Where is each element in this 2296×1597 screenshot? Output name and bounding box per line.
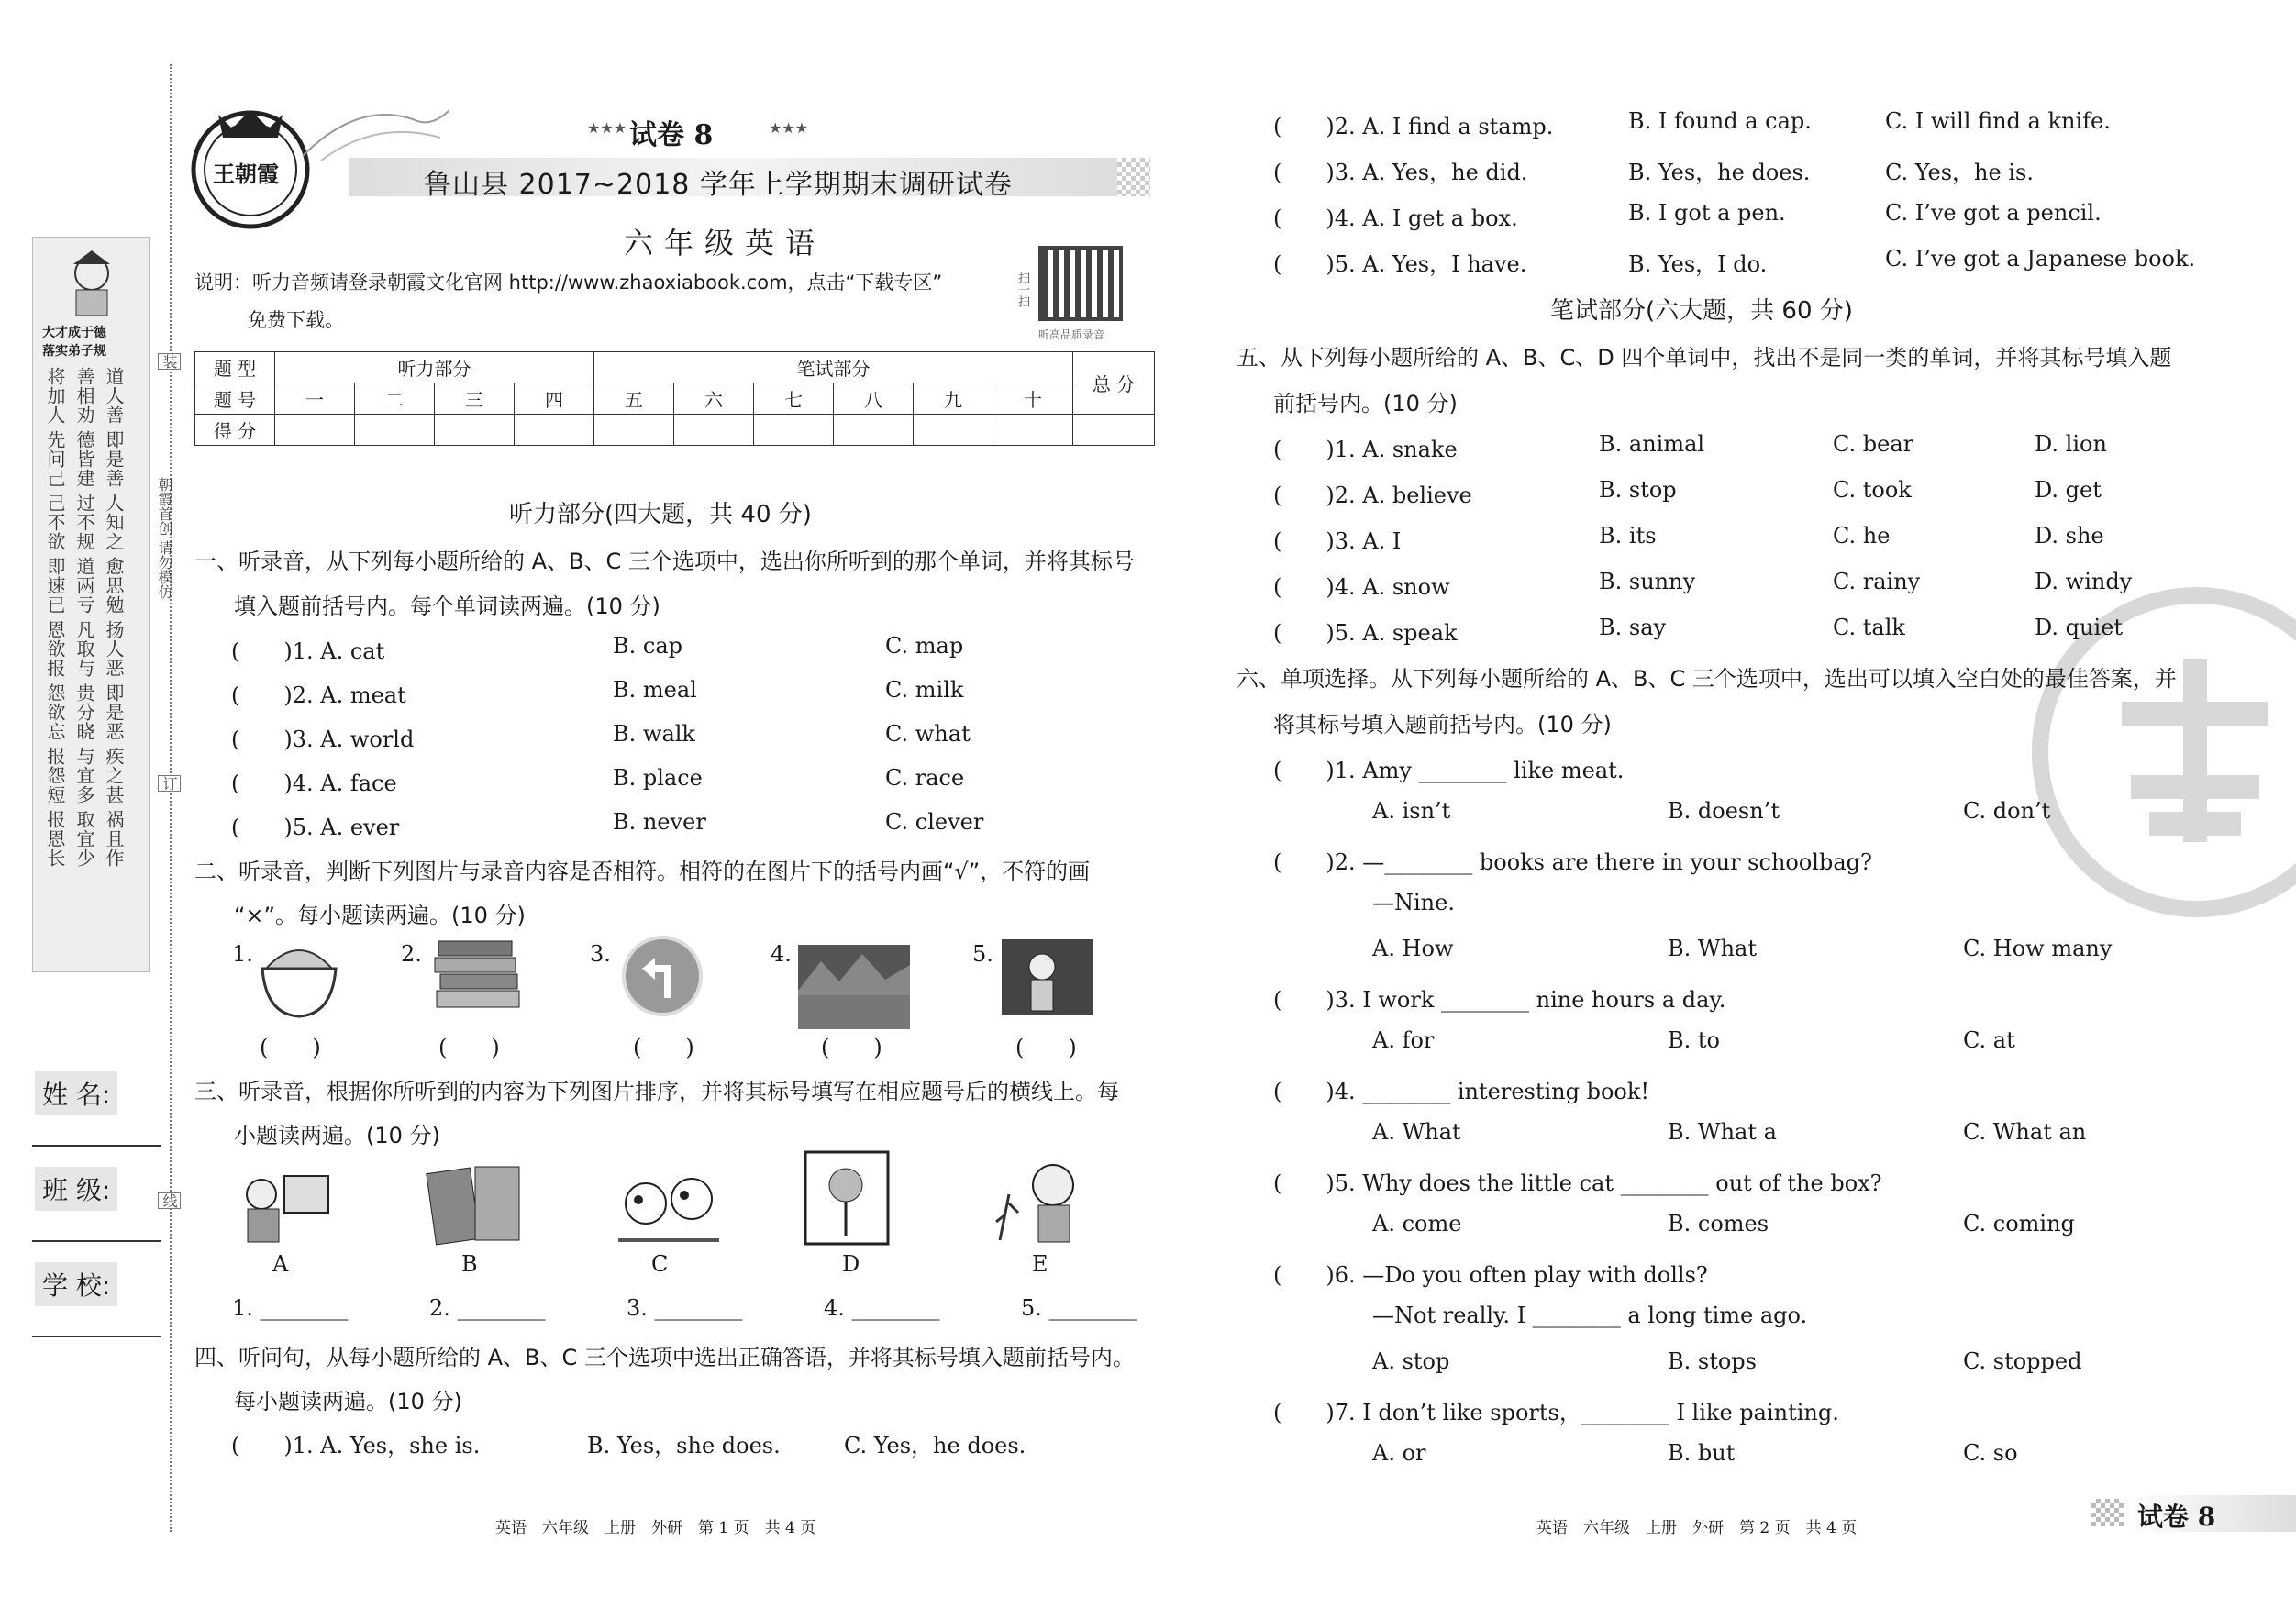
q6-item-1: ( )1. Amy ________ like meat. (1273, 758, 1625, 783)
q6-item-5: ( )5. Why does the little cat ________ out of the box? (1273, 1170, 1882, 1196)
table-cell: 七 (754, 383, 834, 415)
q4-option-b: B. Yes，he does. (1628, 160, 1811, 185)
q3-title-2: 小题读两遍。(10 分) (234, 1123, 440, 1148)
q6-option-a: A. What (1372, 1119, 1461, 1145)
q6-option-c: C. at (1963, 1027, 2015, 1053)
binding-mark-ding: 订 (158, 775, 181, 792)
q4-option-b: B. Yes，I do. (1628, 251, 1768, 277)
two-books-icon (422, 1158, 532, 1249)
score-input[interactable] (834, 415, 914, 446)
q6-option-c: C. don’t (1963, 798, 2051, 824)
q3-letter: E (1032, 1251, 1048, 1277)
binding-line (170, 64, 172, 1532)
checker-decoration (1117, 158, 1150, 196)
motto-col: 取宜少 (73, 810, 95, 868)
q4-title-2: 每小题读两遍。(10 分) (234, 1389, 462, 1414)
q5-option-d: D. she (2035, 523, 2104, 549)
listening-heading: 听力部分(四大题，共 40 分) (509, 501, 812, 528)
motto-title-2: 落实弟子规 (42, 344, 106, 359)
motto-col: 善相劝 (73, 367, 95, 425)
q6-option-b: B. comes (1668, 1211, 1769, 1237)
q2-title-2: “×”。每小题读两遍。(10 分) (234, 903, 526, 928)
q6-title: 六、单项选择。从下列每小题所给的 A、B、C 三个选项中，选出可以填入空白处的最佳答案，并 (1237, 666, 2177, 692)
q5-item-5: ( )5. A. speak (1273, 620, 1458, 646)
qr-code-icon[interactable] (1038, 246, 1123, 321)
q6-option-b: B. but (1668, 1440, 1736, 1466)
q6-option-c: C. coming (1963, 1211, 2075, 1237)
mountain-lake-photo (798, 945, 910, 1029)
q5-option-c: C. took (1833, 477, 1912, 503)
table-cell: 三 (435, 383, 515, 415)
q2-answer-bracket[interactable]: ( ) (438, 1035, 500, 1060)
q3-letter: C (651, 1251, 669, 1277)
q3-letter: B (461, 1251, 478, 1277)
motto-col: 与宜多 (73, 747, 95, 804)
pandas-icon (609, 1158, 727, 1249)
q2-number: 5. (972, 941, 993, 967)
qr-side-label: 扫一扫 (1015, 272, 1029, 307)
q1-option-b: B. cap (613, 633, 683, 659)
name-field[interactable] (32, 1145, 161, 1147)
q6-option-b: B. What a (1668, 1119, 1777, 1145)
motto-col: 道人善 (103, 367, 125, 425)
q1-title-2: 填入题前括号内。每个单词读两遍。(10 分) (234, 593, 660, 619)
q5-option-c: C. rainy (1833, 569, 1921, 594)
q6-item-6-reply: —Not really. I ________ a long time ago. (1372, 1303, 1808, 1328)
motto-col: 愈思勉 (103, 557, 125, 615)
score-input[interactable] (914, 415, 993, 446)
q6-title-2: 将其标号填入题前括号内。(10 分) (1273, 712, 1612, 738)
table-cell: 六 (674, 383, 754, 415)
q5-option-d: D. quiet (2035, 615, 2123, 640)
class-field[interactable] (32, 1240, 161, 1242)
table-cell: 笔试部分 (594, 352, 1073, 383)
motto-col: 报恩长 (44, 810, 66, 868)
footer-page-2: 英语 六年级 上册 外研 第 2 页 共 4 页 (1536, 1519, 1858, 1537)
q6-option-a: A. or (1372, 1440, 1426, 1466)
subject-title: 六年级英语 (624, 226, 826, 261)
motto-columns (44, 367, 136, 868)
instructions-note: 说明：听力音频请登录朝霞文化官网 http://www.zhaoxiabook.com，点击“下载专区” (194, 272, 943, 294)
q2-answer-bracket[interactable]: ( ) (260, 1035, 321, 1060)
books-stack-icon (429, 934, 530, 1018)
q5-item-2: ( )2. A. believe (1273, 482, 1472, 508)
q1-option-c: C. clever (885, 809, 984, 835)
table-cell: 八 (834, 383, 914, 415)
score-input[interactable] (435, 415, 515, 446)
q5-option-b: B. stop (1599, 477, 1677, 503)
q5-option-b: B. sunny (1599, 569, 1696, 594)
motto-col: 怨欲忘 (44, 683, 66, 741)
score-input[interactable] (355, 415, 435, 446)
q3-blank[interactable]: 1. ________ (232, 1295, 349, 1321)
class-label: 班 级: (35, 1167, 117, 1211)
q2-number: 3. (590, 941, 611, 967)
q1-option-c: C. milk (885, 677, 964, 703)
motto-col: 即是恶 (103, 683, 125, 741)
school-label: 学 校: (35, 1262, 117, 1306)
score-table (194, 351, 1155, 446)
star-decoration-right: ★★★ (769, 119, 809, 137)
motto-col: 恩欲报 (44, 620, 66, 678)
q5-option-b: B. its (1599, 523, 1657, 549)
footer-exam-badge: 试卷 8 (2137, 1502, 2216, 1532)
table-cell: 题 型 (195, 352, 275, 383)
q1-title: 一、听录音，从下列每小题所给的 A、B、C 三个选项中，选出你所听到的那个单词，并将其标号 (194, 549, 1135, 574)
binding-mark-xian: 线 (158, 1192, 181, 1209)
q6-item-6: ( )6. —Do you often play with dolls? (1273, 1262, 1708, 1288)
q6-option-c: C. so (1963, 1440, 2018, 1466)
score-input[interactable] (754, 415, 834, 446)
score-input[interactable] (594, 415, 674, 446)
motto-col: 扬人恶 (103, 620, 125, 678)
q2-number: 1. (232, 941, 253, 967)
q6-option-a: A. come (1372, 1211, 1462, 1237)
motto-col: 贵分晓 (73, 683, 95, 741)
motto-col: 即速已 (44, 557, 66, 615)
q5-item-3: ( )3. A. I (1273, 528, 1402, 554)
motto-col: 将加人 (44, 367, 66, 425)
rice-bowl-icon (255, 932, 343, 1020)
ribbon-decoration-icon (303, 101, 449, 165)
q5-option-d: D. lion (2035, 431, 2107, 457)
q5-option-b: B. animal (1599, 431, 1705, 457)
motto-title-1: 大才成于德 (42, 326, 106, 340)
q1-option-b: B. place (613, 765, 703, 791)
q5-item-1: ( )1. A. snake (1273, 437, 1458, 462)
instructions-note-2: 免费下载。 (248, 309, 344, 331)
score-input[interactable] (993, 415, 1073, 446)
flower-picture-icon (802, 1148, 893, 1249)
q6-option-b: B. What (1668, 936, 1757, 961)
q6-item-2-reply: —Nine. (1372, 890, 1455, 915)
motto-col: 疾之甚 (103, 747, 125, 804)
q5-option-c: C. he (1833, 523, 1891, 549)
q3-title: 三、听录音，根据你所听到的内容为下列图片排序，并将其标号填写在相应题号后的横线上。每 (194, 1079, 1119, 1104)
star-decoration-left: ★★★ (587, 119, 627, 137)
q2-answer-bracket[interactable]: ( ) (821, 1035, 882, 1060)
q5-option-c: C. talk (1833, 615, 1905, 640)
q4-option-b: B. I got a pen. (1628, 200, 1786, 226)
q1-item-2: ( )2. A. meat (231, 682, 406, 708)
writing-heading: 笔试部分(六大题，共 60 分) (1550, 297, 1853, 325)
footer-page-1: 英语 六年级 上册 外研 第 1 页 共 4 页 (495, 1519, 816, 1537)
q1-item-1: ( )1. A. cat (231, 638, 385, 664)
q6-item-7: ( )7. I don’t like sports，________ I like painting. (1273, 1400, 1839, 1425)
q1-option-c: C. race (885, 765, 965, 791)
logo-text: 王朝霞 (213, 161, 279, 187)
q1-option-b: B. meal (613, 677, 697, 703)
q6-option-c: C. stopped (1963, 1348, 2082, 1374)
q6-item-4: ( )4. ________ interesting book! (1273, 1079, 1650, 1104)
girl-at-blackboard-icon (998, 936, 1099, 1020)
q5-title: 五、从下列每小题所给的 A、B、C、D 四个单词中，找出不是同一类的单词，并将其标号填入题 (1237, 345, 2172, 371)
q6-option-a: A. isn’t (1372, 798, 1451, 824)
copyright-note: 朝霞首创 请勿模仿 (156, 477, 173, 600)
q3-blank[interactable]: 4. ________ (824, 1295, 940, 1321)
q3-letter: D (842, 1251, 860, 1277)
q5-option-d: D. get (2035, 477, 2102, 503)
exam-number: 试卷 8 (629, 119, 714, 151)
table-cell: 一 (275, 383, 355, 415)
q1-item-5: ( )5. A. ever (231, 815, 400, 840)
table-cell: 九 (914, 383, 993, 415)
score-input[interactable] (515, 415, 594, 446)
turn-left-sign-icon (620, 934, 704, 1018)
table-cell: 题 号 (195, 383, 275, 415)
q3-blank[interactable]: 5. ________ (1021, 1295, 1137, 1321)
motto-col: 过不规 (73, 494, 95, 551)
footer-checker-decoration (2091, 1499, 2124, 1526)
q6-option-c: C. What an (1963, 1119, 2087, 1145)
motto-col: 报怨短 (44, 747, 66, 804)
motto-col: 先问己 (44, 430, 66, 488)
table-cell: 总 分 (1073, 352, 1155, 415)
q4-title: 四、听问句，从每小题所给的 A、B、C 三个选项中选出正确答语，并将其标号填入题前括号内。 (194, 1345, 1135, 1370)
q6-item-2: ( )2. —________ books are there in your schoolbag? (1273, 849, 1872, 875)
motto-col: 即是善 (103, 430, 125, 488)
q4-option-c: C. Yes，he is. (1885, 160, 2034, 185)
q4-option-c: C. I’ve got a Japanese book. (1885, 246, 2196, 272)
q3-blank[interactable]: 2. ________ (429, 1295, 546, 1321)
q5-option-c: C. bear (1833, 431, 1914, 457)
q4-item-3: ( )3. A. Yes，he did. (1273, 160, 1528, 185)
q1-item-3: ( )3. A. world (231, 726, 415, 752)
motto-col: 人知之 (103, 494, 125, 551)
q2-number: 4. (771, 941, 792, 967)
name-label: 姓 名: (35, 1071, 117, 1115)
motto-col: 祸且作 (103, 810, 125, 868)
motto-col: 道两亏 (73, 557, 95, 615)
table-cell: 得 分 (195, 415, 275, 446)
q2-answer-bracket[interactable]: ( ) (633, 1035, 694, 1060)
q6-option-a: A. for (1372, 1027, 1435, 1053)
table-cell: 听力部分 (275, 352, 594, 383)
student-cartoon-icon (50, 246, 133, 319)
table-cell: 四 (515, 383, 594, 415)
q3-blank[interactable]: 3. ________ (627, 1295, 743, 1321)
q1-option-b: B. never (613, 809, 706, 835)
q6-option-a: A. stop (1372, 1348, 1450, 1374)
q4-option-c: C. I’ve got a pencil. (1885, 200, 2102, 226)
table-cell: 二 (355, 383, 435, 415)
score-input[interactable] (275, 415, 355, 446)
q2-answer-bracket[interactable]: ( ) (1015, 1035, 1077, 1060)
q4-option-b: B. Yes，she does. (587, 1433, 781, 1458)
q6-item-3: ( )3. I work ________ nine hours a day. (1273, 987, 1726, 1013)
q6-option-c: C. How many (1963, 936, 2113, 961)
q6-option-b: B. doesn’t (1668, 798, 1780, 824)
man-with-box-icon (229, 1158, 339, 1249)
q4-option-c: C. Yes，he does. (844, 1433, 1026, 1458)
q5-option-b: B. say (1599, 615, 1667, 640)
q2-title: 二、听录音，判断下列图片与录音内容是否相符。相符的在图片下的括号内画“√”，不符的画 (194, 859, 1091, 884)
motto-col: 己不欲 (44, 494, 66, 551)
motto-col: 凡取与 (73, 620, 95, 678)
q4-item-4: ( )4. A. I get a box. (1273, 205, 1518, 231)
q4-item-2: ( )2. A. I find a stamp. (1273, 114, 1554, 139)
table-cell: 十 (993, 383, 1073, 415)
school-field[interactable] (32, 1336, 161, 1337)
q6-option-b: B. stops (1668, 1348, 1757, 1374)
q4-option-c: C. I will find a knife. (1885, 108, 2111, 134)
q4-item-1: ( )1. A. Yes，she is. (231, 1433, 481, 1458)
paper-title: 鲁山县 2017~2018 学年上学期期末调研试卷 (424, 169, 1013, 201)
q3-letter: A (272, 1251, 289, 1277)
binding-mark-zhuang: 装 (158, 353, 181, 370)
q6-option-b: B. to (1668, 1027, 1720, 1053)
q4-item-5: ( )5. A. Yes，I have. (1273, 251, 1527, 277)
q2-number: 2. (401, 941, 422, 967)
girl-crying-icon (982, 1148, 1095, 1249)
qr-caption: 听高品质录音 (1038, 328, 1105, 341)
q5-title-2: 前括号内。(10 分) (1273, 391, 1458, 416)
score-input[interactable] (674, 415, 754, 446)
q5-item-4: ( )4. A. snow (1273, 574, 1450, 600)
q4-option-b: B. I found a cap. (1628, 108, 1812, 134)
q1-item-4: ( )4. A. face (231, 771, 397, 796)
q1-option-c: C. what (885, 721, 971, 747)
motto-col: 德皆建 (73, 430, 95, 488)
q1-option-b: B. walk (613, 721, 695, 747)
q5-option-d: D. windy (2035, 569, 2133, 594)
score-input[interactable] (1073, 415, 1155, 446)
table-cell: 五 (594, 383, 674, 415)
q1-option-c: C. map (885, 633, 964, 659)
q6-option-a: A. How (1372, 936, 1454, 961)
